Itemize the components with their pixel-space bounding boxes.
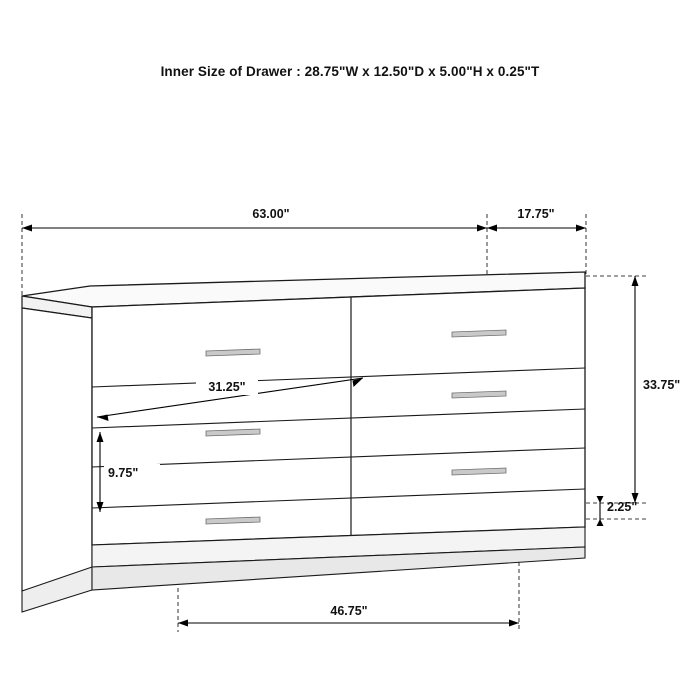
label-drawer-width: 31.25" (208, 380, 246, 394)
label-depth: 17.75" (517, 207, 555, 221)
dresser-body (22, 272, 585, 612)
label-base-width: 46.75" (330, 604, 368, 618)
label-overall-height: 33.75" (643, 378, 681, 392)
label-base-height: 2.25" (607, 500, 638, 514)
dresser-front-face (92, 288, 585, 545)
label-overall-width: 63.00" (252, 207, 290, 221)
page-title: Inner Size of Drawer : 28.75"W x 12.50"D x 5.00"H x 0.25"T (160, 64, 540, 79)
dresser-side-panel (22, 308, 92, 591)
label-drawer-height: 9.75" (108, 466, 139, 480)
